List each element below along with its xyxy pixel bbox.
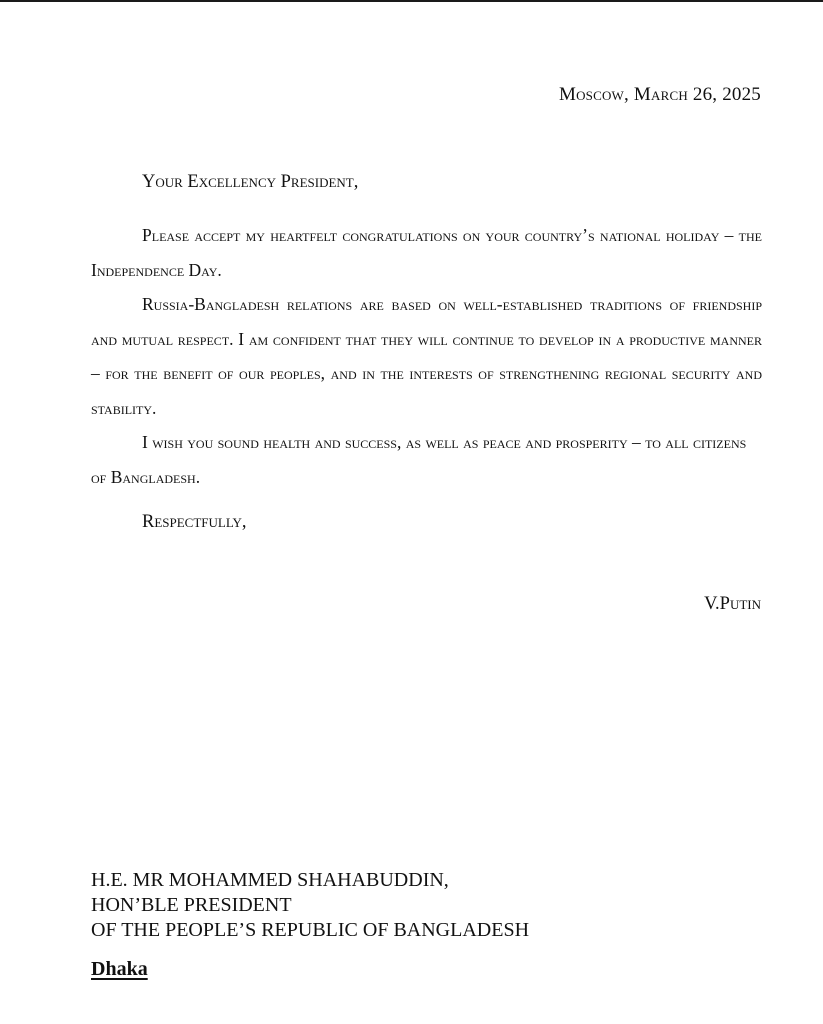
paragraph-relations: Russia-Bangladesh relations are based on well-established traditions of friendship and mutual respect. I am confident that they will continue to develop in a productive manner – for the benefit of our peoples, and in the interests of strengthening regional security and stability.	[91, 294, 762, 418]
recipient-title: HON’BLE PRESIDENT	[91, 894, 292, 916]
closing: Respectfully,	[142, 512, 247, 532]
paragraph-wishes: I wish you sound health and success, as well as peace and prosperity – to all citizens of Bangladesh.	[91, 432, 747, 487]
recipient-city: Dhaka	[91, 958, 148, 980]
recipient-address	[91, 868, 529, 943]
paragraph-congratulations: Please accept my heartfelt congratulations on your country’s national holiday – the Independence Day.	[91, 225, 762, 280]
recipient-country: OF THE PEOPLE’S REPUBLIC OF BANGLADESH	[91, 919, 530, 941]
top-border-line	[0, 0, 823, 2]
recipient-name: H.E. MR MOHAMMED SHAHABUDDIN,	[91, 869, 449, 891]
letter-body	[91, 218, 762, 494]
signature: V.Putin	[704, 594, 761, 614]
dateline: Moscow, March 26, 2025	[558, 84, 761, 105]
salutation: Your Excellency President,	[142, 172, 359, 192]
